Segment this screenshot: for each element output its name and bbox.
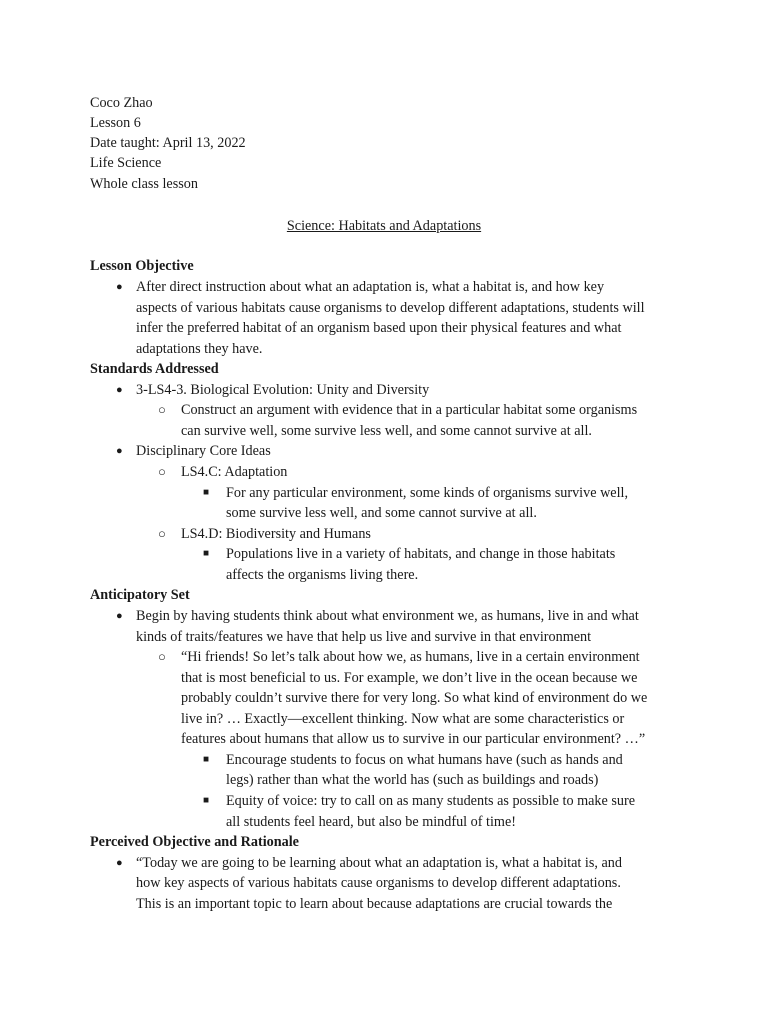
quote-line: “Hi friends! So let’s talk about how we, as humans, live in a certain environment	[181, 649, 640, 665]
bullet-icon: ●	[116, 857, 123, 869]
lesson-format: Whole class lesson	[90, 176, 198, 192]
quote-line: probably couldn’t survive there for very long. So what kind of environment do we	[181, 690, 648, 706]
standards-heading: Standards Addressed	[90, 361, 219, 377]
objective-line: After direct instruction about what an adaptation is, what a habitat is, and how key	[136, 279, 605, 295]
rationale-heading: Perceived Objective and Rationale	[90, 834, 299, 850]
standard-subitem: can survive well, some survive less well, and some cannot survive at all.	[181, 423, 592, 439]
objective-line: adaptations they have.	[136, 341, 263, 357]
circle-bullet-icon: ○	[158, 402, 166, 417]
lesson-objective-heading: Lesson Objective	[90, 258, 194, 274]
square-bullet-icon: ■	[203, 548, 210, 559]
core-idea-detail: Populations live in a variety of habitats, and change in those habitats	[226, 546, 616, 562]
bullet-icon: ●	[116, 281, 123, 293]
bullet-icon: ●	[116, 384, 123, 396]
standard-item: Disciplinary Core Ideas	[136, 443, 271, 459]
subject: Life Science	[90, 155, 162, 171]
circle-bullet-icon: ○	[158, 649, 166, 664]
circle-bullet-icon: ○	[158, 464, 166, 479]
document-title: Science: Habitats and Adaptations	[286, 218, 482, 234]
square-bullet-icon: ■	[203, 487, 210, 498]
quote-line: features about humans that allow us to survive in our particular environment? …”	[181, 731, 646, 747]
rationale-line: how key aspects of various habitats cause organisms to develop different adaptations.	[136, 875, 621, 891]
core-idea: LS4.C: Adaptation	[181, 464, 288, 480]
anticipatory-line: Begin by having students think about what environment we, as humans, live in and what	[136, 608, 639, 624]
tip-line: Encourage students to focus on what humans have (such as hands and	[226, 752, 623, 768]
anticipatory-heading: Anticipatory Set	[90, 587, 190, 603]
author-name: Coco Zhao	[90, 95, 153, 111]
tip-line: Equity of voice: try to call on as many students as possible to make sure	[226, 793, 635, 809]
core-idea-detail: For any particular environment, some kinds of organisms survive well,	[226, 485, 629, 501]
anticipatory-line: kinds of traits/features we have that help us live and survive in that environment	[136, 629, 592, 645]
standard-subitem: Construct an argument with evidence that in a particular habitat some organisms	[181, 402, 638, 418]
bullet-icon: ●	[116, 610, 123, 622]
quote-line: that is most beneficial to us. For example, we don’t live in the ocean because we	[181, 670, 638, 686]
rationale-line: This is an important topic to learn about because adaptations are crucial towards the	[136, 896, 613, 912]
objective-line: infer the preferred habitat of an organism based upon their physical features and what	[136, 320, 622, 336]
circle-bullet-icon: ○	[158, 526, 166, 541]
standard-item: 3-LS4-3. Biological Evolution: Unity and Diversity	[136, 382, 430, 398]
core-idea-detail: some survive less well, and some cannot survive at all.	[226, 505, 537, 521]
rationale-line: “Today we are going to be learning about what an adaptation is, what a habitat is, and	[136, 855, 622, 871]
objective-line: aspects of various habitats cause organisms to develop different adaptations, students will	[136, 300, 645, 316]
quote-line: live in? … Exactly—excellent thinking. Now what are some characteristics or	[181, 711, 625, 727]
tip-line: legs) rather than what the world has (such as buildings and roads)	[226, 772, 599, 788]
lesson-number: Lesson 6	[90, 115, 141, 131]
tip-line: all students feel heard, but also be mindful of time!	[226, 814, 516, 830]
core-idea: LS4.D: Biodiversity and Humans	[181, 526, 371, 542]
square-bullet-icon: ■	[203, 795, 210, 806]
square-bullet-icon: ■	[203, 754, 210, 765]
bullet-icon: ●	[116, 445, 123, 457]
date-taught: Date taught: April 13, 2022	[90, 135, 246, 151]
core-idea-detail: affects the organisms living there.	[226, 567, 419, 583]
